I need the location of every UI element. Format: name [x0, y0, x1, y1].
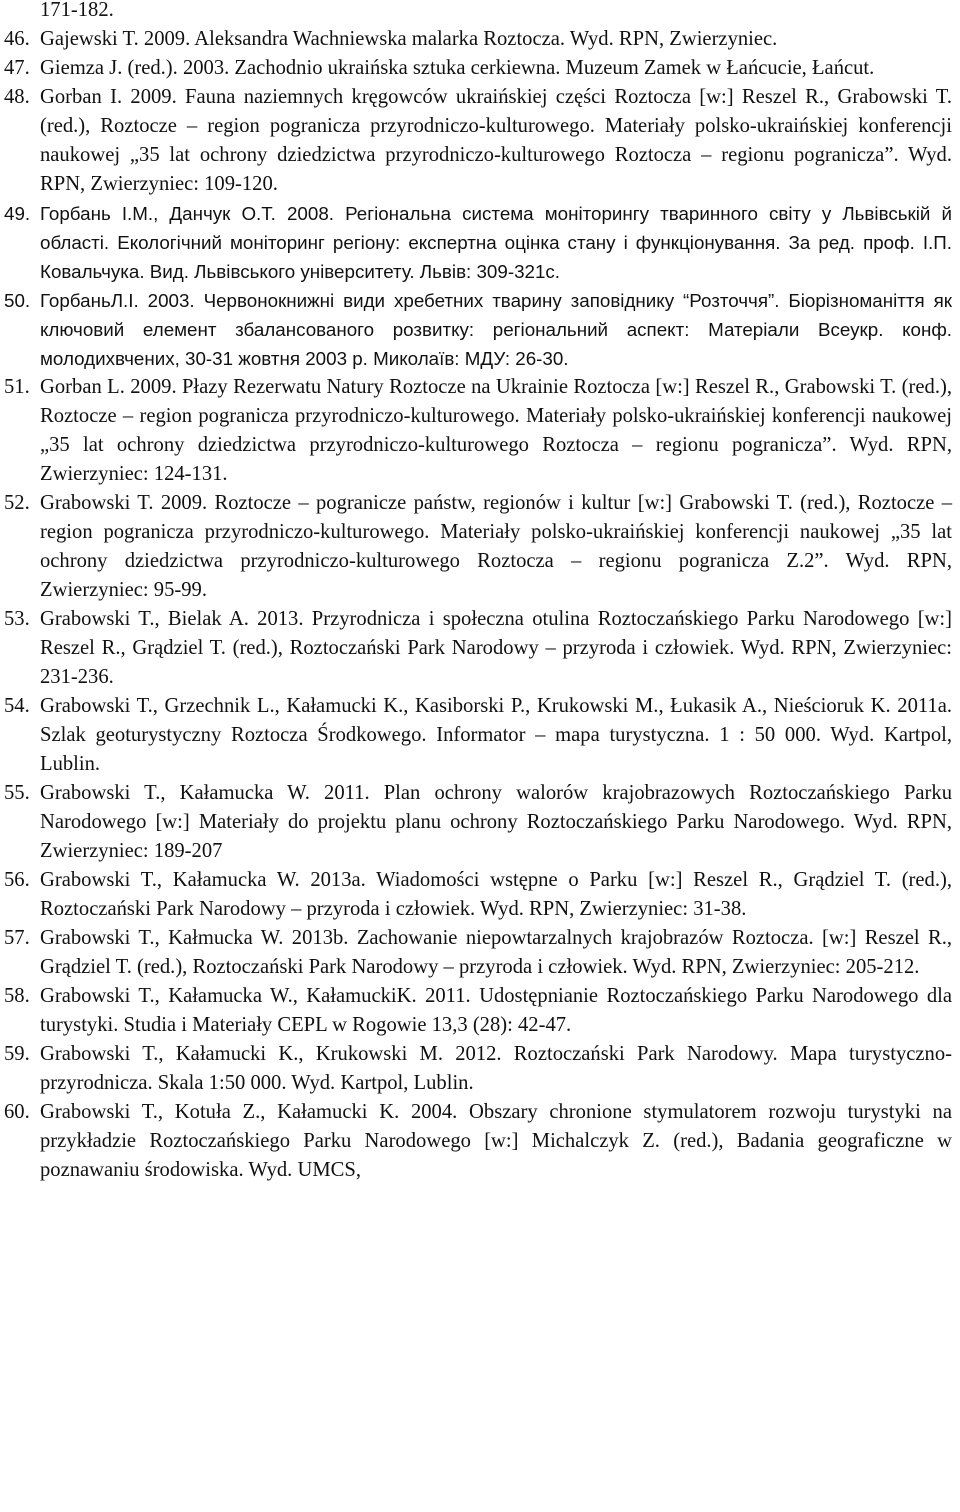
reference-number: 57.	[4, 927, 30, 949]
reference-text: ГорбаньЛ.І. 2003. Червонокнижні види хребетних тварину заповіднику “Розточчя”. Біорізноманіття як ключовий елемент збалансованого розвитку: регіональний аспект: Матеріали Всеукр. конф. молодихвчених, 30-31 жовтня 2003 р. Миколаїв: МДУ: 26-30.	[40, 290, 952, 369]
reference-item	[0, 83, 960, 199]
reference-number: 55.	[4, 782, 30, 804]
reference-text: Grabowski T., Kałmucka W. 2013b. Zachowanie niepowtarzalnych krajobrazów Roztocza. [w:] Reszel R., Grądziel T. (red.), Roztoczański Park Narodowy – przyroda i człowiek. Wyd. RPN, Zwierzyniec: 205-212.	[40, 927, 952, 978]
reference-number: 53.	[4, 608, 30, 630]
reference-number: 56.	[4, 869, 30, 891]
reference-text: Горбань І.М., Данчук О.Т. 2008. Регіональна система моніторингу тваринного світу у Львівській й області. Екологічний моніторинг регіону: експертна оцінка стану і функціонування. За ред. проф. І.П. Ковальчука. Вид. Львівського університету. Львів: 309-321с.	[40, 203, 952, 282]
reference-text: Grabowski T. 2009. Roztocze – pogranicze państw, regionów i kultur [w:] Grabowski T. (red.), Roztocze – region pogranicza przyrodniczo-kulturowego. Materiały polsko-ukraińskiej konferencji naukowej „35 lat ochrony dziedzictwa przyrodniczo-kulturowego Roztocza – regionu pogranicza Z.2”. Wyd. RPN, Zwierzyniec: 95-99.	[40, 492, 952, 601]
reference-number: 59.	[4, 1043, 30, 1065]
reference-item	[0, 605, 960, 692]
reference-text: Gorban I. 2009. Fauna naziemnych kręgowców ukraińskiej części Roztocza [w:] Reszel R., Grabowski T. (red.), Roztocze – region pogranicza przyrodniczo-kulturowego. Materiały polsko-ukraińskiej konferencji naukowej „35 lat ochrony dziedzictwa przyrodniczo-kulturowego Roztocza – regionu pogranicza”. Wyd. RPN, Zwierzyniec: 109-120.	[40, 86, 952, 195]
reference-item	[0, 692, 960, 779]
reference-number: 60.	[4, 1101, 30, 1123]
reference-item	[0, 982, 960, 1040]
reference-item	[0, 373, 960, 489]
reference-item	[0, 25, 960, 54]
reference-number: 52.	[4, 492, 30, 514]
reference-text: Grabowski T., Kałamucka W. 2011. Plan ochrony walorów krajobrazowych Roztoczańskiego Parku Narodowego [w:] Materiały do projektu planu ochrony Roztoczańskiego Parku Narodowego. Wyd. RPN, Zwierzyniec: 189-207	[40, 782, 952, 862]
reference-text: Grabowski T., Kotuła Z., Kałamucki K. 2004. Obszary chronione stymulatorem rozwoju turystyki na przykładzie Roztoczańskiego Parku Narodowego [w:] Michalczyk Z. (red.), Badania geograficzne w poznawaniu środowiska. Wyd. UMCS,	[40, 1101, 952, 1181]
reference-item	[0, 779, 960, 866]
reference-text: Grabowski T., Bielak A. 2013. Przyrodnicza i społeczna otulina Roztoczańskiego Parku Narodowego [w:] Reszel R., Grądziel T. (red.), Roztoczański Park Narodowy – przyroda i człowiek. Wyd. RPN, Zwierzyniec: 231-236.	[40, 608, 952, 688]
reference-text: Grabowski T., Kałamucka W. 2013a. Wiadomości wstępne o Parku [w:] Reszel R., Grądziel T. (red.), Roztoczański Park Narodowy – przyroda i człowiek. Wyd. RPN, Zwierzyniec: 31-38.	[40, 869, 952, 920]
reference-number: 47.	[4, 57, 30, 79]
reference-text: Grabowski T., Kałamucka W., KałamuckiK. 2011. Udostępnianie Roztoczańskiego Parku Narodowego dla turystyki. Studia i Materiały CEPL w Rogowie 13,3 (28): 42-47.	[40, 985, 952, 1036]
reference-number: 50.	[4, 290, 31, 311]
reference-text: Grabowski T., Grzechnik L., Kałamucki K., Kasiborski P., Krukowski M., Łukasik A., Nieścioruk K. 2011a. Szlak geoturystyczny Roztocza Środkowego. Informator – mapa turystyczna. 1 : 50 000. Wyd. Kartpol, Lublin.	[40, 695, 952, 775]
reference-number: 49.	[4, 203, 31, 224]
reference-text: Gajewski T. 2009. Aleksandra Wachniewska malarka Roztocza. Wyd. RPN, Zwierzyniec.	[40, 28, 778, 50]
reference-item	[0, 1098, 960, 1185]
reference-number: 58.	[4, 985, 30, 1007]
reference-number: 51.	[4, 376, 30, 398]
reference-item	[0, 286, 960, 373]
reference-item	[0, 866, 960, 924]
reference-text: Giemza J. (red.). 2003. Zachodnio ukraińska sztuka cerkiewna. Muzeum Zamek w Łańcucie, Łańcut.	[40, 57, 875, 79]
continuation-text: 171-182.	[40, 0, 114, 21]
reference-item	[0, 54, 960, 83]
reference-number: 48.	[4, 86, 30, 108]
reference-number: 46.	[4, 28, 30, 50]
reference-text: Gorban L. 2009. Płazy Rezerwatu Natury Roztocze na Ukrainie Roztocza [w:] Reszel R., Grabowski T. (red.), Roztocze – region pogranicza przyrodniczo-kulturowego. Materiały polsko-ukraińskiej konferencji naukowej „35 lat ochrony dziedzictwa przyrodniczo-kulturowego Roztocza – regionu pogranicza”. Wyd. RPN, Zwierzyniec: 124-131.	[40, 376, 952, 485]
reference-text: Grabowski T., Kałamucki K., Krukowski M. 2012. Roztoczański Park Narodowy. Mapa turystyczno-przyrodnicza. Skala 1:50 000. Wyd. Kartpol, Lublin.	[40, 1043, 952, 1094]
reference-item	[0, 924, 960, 982]
reference-item	[0, 199, 960, 286]
reference-list	[0, 25, 960, 1185]
reference-number: 54.	[4, 695, 30, 717]
reference-item	[0, 1040, 960, 1098]
reference-item	[0, 489, 960, 605]
